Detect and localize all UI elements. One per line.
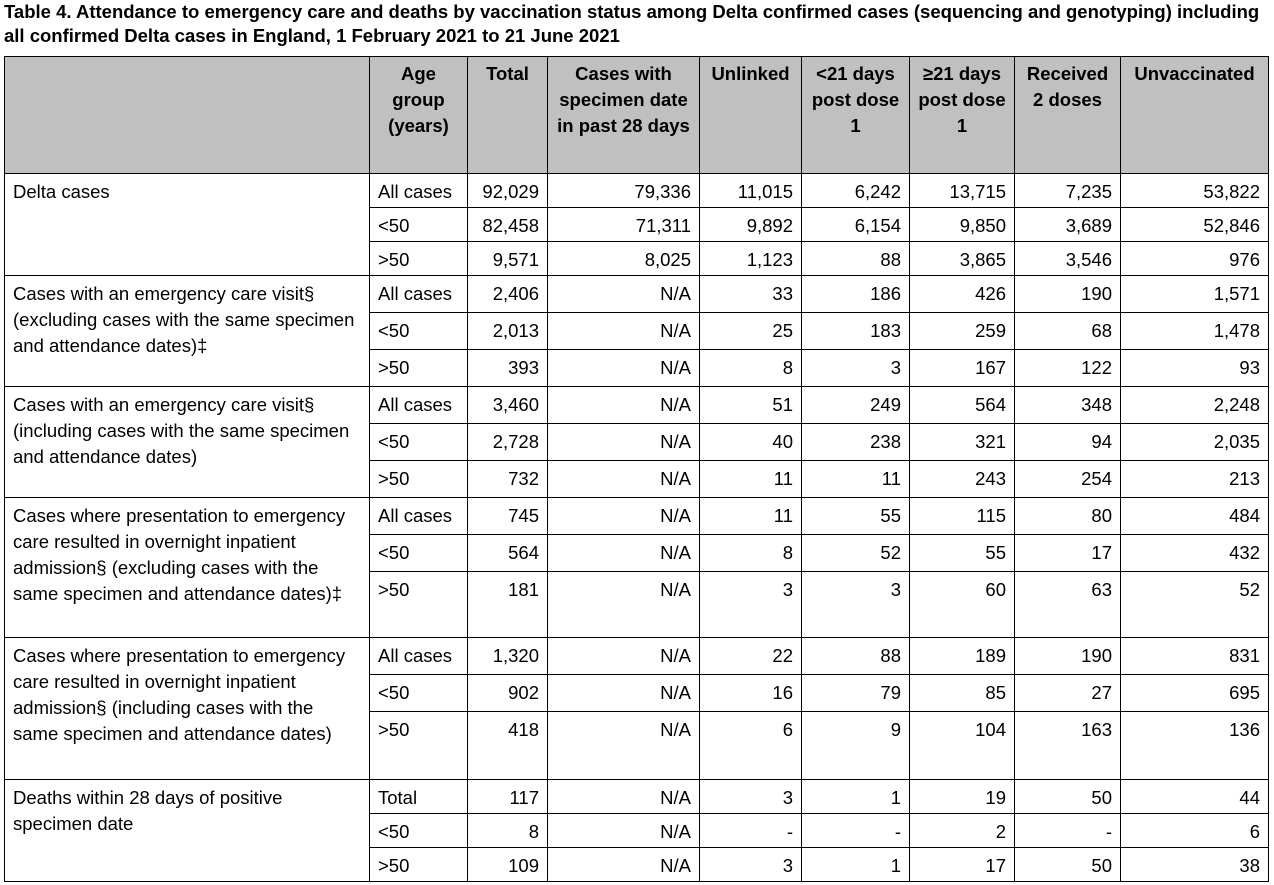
age-group-cell: <50: [370, 424, 468, 461]
header-two-doses: Received 2 doses: [1015, 57, 1121, 174]
cell-past28: N/A: [548, 814, 700, 848]
cell-two-doses: 190: [1015, 276, 1121, 313]
age-group-cell: All cases: [370, 174, 468, 208]
cell-lt21: 1: [802, 780, 910, 814]
header-ge21-days: ≥21 days post dose 1: [910, 57, 1015, 174]
cell-ge21: 19: [910, 780, 1015, 814]
cell-lt21: 238: [802, 424, 910, 461]
age-group-cell: >50: [370, 242, 468, 276]
cell-two-doses: 163: [1015, 712, 1121, 780]
table-row: [5, 174, 1269, 208]
cell-unlinked: 40: [700, 424, 802, 461]
cell-two-doses: 3,689: [1015, 208, 1121, 242]
cell-unvaccinated: 6: [1121, 814, 1269, 848]
cell-total: 117: [468, 780, 548, 814]
cell-lt21: 6,242: [802, 174, 910, 208]
cell-unvaccinated: 52: [1121, 572, 1269, 638]
cell-lt21: 6,154: [802, 208, 910, 242]
cell-lt21: 3: [802, 350, 910, 387]
cell-past28: N/A: [548, 780, 700, 814]
cell-unlinked: 1,123: [700, 242, 802, 276]
row-group-label: Cases with an emergency care visit§ (excluding cases with the same specimen and attendance dates)‡: [5, 276, 370, 387]
age-group-cell: <50: [370, 675, 468, 712]
cell-ge21: 17: [910, 848, 1015, 882]
age-group-cell: All cases: [370, 387, 468, 424]
cell-two-doses: 27: [1015, 675, 1121, 712]
cell-ge21: 115: [910, 498, 1015, 535]
cell-past28: 71,311: [548, 208, 700, 242]
cell-total: 418: [468, 712, 548, 780]
cell-past28: N/A: [548, 638, 700, 675]
cell-past28: N/A: [548, 848, 700, 882]
cell-unvaccinated: 53,822: [1121, 174, 1269, 208]
cell-total: 745: [468, 498, 548, 535]
cell-two-doses: 80: [1015, 498, 1121, 535]
cell-total: 92,029: [468, 174, 548, 208]
cell-past28: N/A: [548, 276, 700, 313]
age-group-cell: All cases: [370, 498, 468, 535]
cell-total: 902: [468, 675, 548, 712]
cell-past28: N/A: [548, 572, 700, 638]
age-group-cell: All cases: [370, 276, 468, 313]
cell-total: 393: [468, 350, 548, 387]
cell-total: 181: [468, 572, 548, 638]
header-unlinked: Unlinked: [700, 57, 802, 174]
cell-ge21: 55: [910, 535, 1015, 572]
age-group-cell: All cases: [370, 638, 468, 675]
cell-two-doses: 50: [1015, 780, 1121, 814]
cell-total: 9,571: [468, 242, 548, 276]
cell-past28: 8,025: [548, 242, 700, 276]
cell-unlinked: 8: [700, 350, 802, 387]
age-group-cell: <50: [370, 535, 468, 572]
cell-lt21: 1: [802, 848, 910, 882]
cell-unlinked: 9,892: [700, 208, 802, 242]
row-group-label: Deaths within 28 days of positive specimen date: [5, 780, 370, 882]
cell-unvaccinated: 484: [1121, 498, 1269, 535]
cell-total: 82,458: [468, 208, 548, 242]
table-row: [5, 780, 1269, 814]
header-total: Total: [468, 57, 548, 174]
cell-unlinked: 8: [700, 535, 802, 572]
cell-unvaccinated: 976: [1121, 242, 1269, 276]
header-row: [5, 57, 1269, 174]
cell-unlinked: 11,015: [700, 174, 802, 208]
cell-ge21: 3,865: [910, 242, 1015, 276]
age-group-cell: >50: [370, 572, 468, 638]
cell-unvaccinated: 831: [1121, 638, 1269, 675]
cell-two-doses: 50: [1015, 848, 1121, 882]
cell-total: 564: [468, 535, 548, 572]
cell-unvaccinated: 2,248: [1121, 387, 1269, 424]
cell-two-doses: 63: [1015, 572, 1121, 638]
cell-total: 732: [468, 461, 548, 498]
row-group-label: Cases with an emergency care visit§ (including cases with the same specimen and attendance dates): [5, 387, 370, 498]
cell-lt21: 186: [802, 276, 910, 313]
cell-unlinked: 11: [700, 461, 802, 498]
cell-two-doses: 348: [1015, 387, 1121, 424]
cell-unlinked: 33: [700, 276, 802, 313]
cell-total: 2,728: [468, 424, 548, 461]
cell-lt21: 88: [802, 638, 910, 675]
cell-ge21: 189: [910, 638, 1015, 675]
cell-ge21: 9,850: [910, 208, 1015, 242]
row-group-label: Cases where presentation to emergency care resulted in overnight inpatient admission§ (excluding cases with the same specimen and attendance dates)‡: [5, 498, 370, 638]
cell-unlinked: 3: [700, 780, 802, 814]
cell-two-doses: -: [1015, 814, 1121, 848]
age-group-cell: Total: [370, 780, 468, 814]
cell-two-doses: 122: [1015, 350, 1121, 387]
cell-ge21: 564: [910, 387, 1015, 424]
cell-unvaccinated: 695: [1121, 675, 1269, 712]
cell-lt21: 55: [802, 498, 910, 535]
attendance-table: [4, 56, 1269, 882]
cell-unvaccinated: 432: [1121, 535, 1269, 572]
cell-two-doses: 68: [1015, 313, 1121, 350]
cell-unvaccinated: 2,035: [1121, 424, 1269, 461]
cell-past28: N/A: [548, 424, 700, 461]
cell-unvaccinated: 44: [1121, 780, 1269, 814]
cell-past28: N/A: [548, 712, 700, 780]
cell-past28: N/A: [548, 498, 700, 535]
cell-ge21: 167: [910, 350, 1015, 387]
cell-total: 109: [468, 848, 548, 882]
cell-unlinked: 51: [700, 387, 802, 424]
cell-past28: N/A: [548, 675, 700, 712]
cell-unvaccinated: 93: [1121, 350, 1269, 387]
cell-ge21: 13,715: [910, 174, 1015, 208]
cell-past28: N/A: [548, 461, 700, 498]
table-body: [5, 174, 1269, 882]
age-group-cell: >50: [370, 848, 468, 882]
header-past-28-days: Cases with specimen date in past 28 days: [548, 57, 700, 174]
cell-past28: 79,336: [548, 174, 700, 208]
cell-two-doses: 3,546: [1015, 242, 1121, 276]
age-group-cell: >50: [370, 712, 468, 780]
cell-lt21: 88: [802, 242, 910, 276]
age-group-cell: >50: [370, 350, 468, 387]
cell-unlinked: 3: [700, 848, 802, 882]
cell-unlinked: -: [700, 814, 802, 848]
cell-lt21: 52: [802, 535, 910, 572]
cell-lt21: 249: [802, 387, 910, 424]
cell-unlinked: 16: [700, 675, 802, 712]
cell-ge21: 2: [910, 814, 1015, 848]
header-age-group: Age group (years): [370, 57, 468, 174]
header-lt21-days: <21 days post dose 1: [802, 57, 910, 174]
cell-lt21: 183: [802, 313, 910, 350]
cell-two-doses: 17: [1015, 535, 1121, 572]
cell-ge21: 426: [910, 276, 1015, 313]
cell-lt21: 79: [802, 675, 910, 712]
cell-unvaccinated: 213: [1121, 461, 1269, 498]
cell-past28: N/A: [548, 313, 700, 350]
table-row: [5, 638, 1269, 675]
cell-unvaccinated: 38: [1121, 848, 1269, 882]
cell-total: 2,013: [468, 313, 548, 350]
cell-two-doses: 190: [1015, 638, 1121, 675]
age-group-cell: >50: [370, 461, 468, 498]
cell-unlinked: 22: [700, 638, 802, 675]
cell-two-doses: 7,235: [1015, 174, 1121, 208]
cell-ge21: 60: [910, 572, 1015, 638]
cell-past28: N/A: [548, 535, 700, 572]
age-group-cell: <50: [370, 208, 468, 242]
cell-two-doses: 94: [1015, 424, 1121, 461]
table-row: [5, 387, 1269, 424]
cell-ge21: 243: [910, 461, 1015, 498]
cell-past28: N/A: [548, 387, 700, 424]
age-group-cell: <50: [370, 814, 468, 848]
cell-lt21: -: [802, 814, 910, 848]
cell-ge21: 259: [910, 313, 1015, 350]
cell-ge21: 321: [910, 424, 1015, 461]
cell-ge21: 85: [910, 675, 1015, 712]
row-group-label: Delta cases: [5, 174, 370, 276]
cell-unvaccinated: 52,846: [1121, 208, 1269, 242]
cell-ge21: 104: [910, 712, 1015, 780]
header-unvaccinated: Unvaccinated: [1121, 57, 1269, 174]
cell-total: 8: [468, 814, 548, 848]
cell-total: 2,406: [468, 276, 548, 313]
cell-unlinked: 6: [700, 712, 802, 780]
table-caption: Table 4. Attendance to emergency care and deaths by vaccination status among Delta confirmed cases (sequencing and genotyping) including all confirmed Delta cases in England, 1 February 2021 to 21 June 2021: [4, 1, 1260, 46]
cell-unlinked: 25: [700, 313, 802, 350]
cell-unlinked: 11: [700, 498, 802, 535]
cell-lt21: 9: [802, 712, 910, 780]
table-row: [5, 276, 1269, 313]
cell-unvaccinated: 136: [1121, 712, 1269, 780]
table-row: [5, 498, 1269, 535]
cell-total: 1,320: [468, 638, 548, 675]
header-group: [5, 57, 370, 174]
cell-lt21: 3: [802, 572, 910, 638]
age-group-cell: <50: [370, 313, 468, 350]
cell-lt21: 11: [802, 461, 910, 498]
row-group-label: Cases where presentation to emergency care resulted in overnight inpatient admission§ (including cases with the same specimen and attendance dates): [5, 638, 370, 780]
cell-unvaccinated: 1,571: [1121, 276, 1269, 313]
cell-unlinked: 3: [700, 572, 802, 638]
cell-unvaccinated: 1,478: [1121, 313, 1269, 350]
cell-past28: N/A: [548, 350, 700, 387]
cell-two-doses: 254: [1015, 461, 1121, 498]
cell-total: 3,460: [468, 387, 548, 424]
